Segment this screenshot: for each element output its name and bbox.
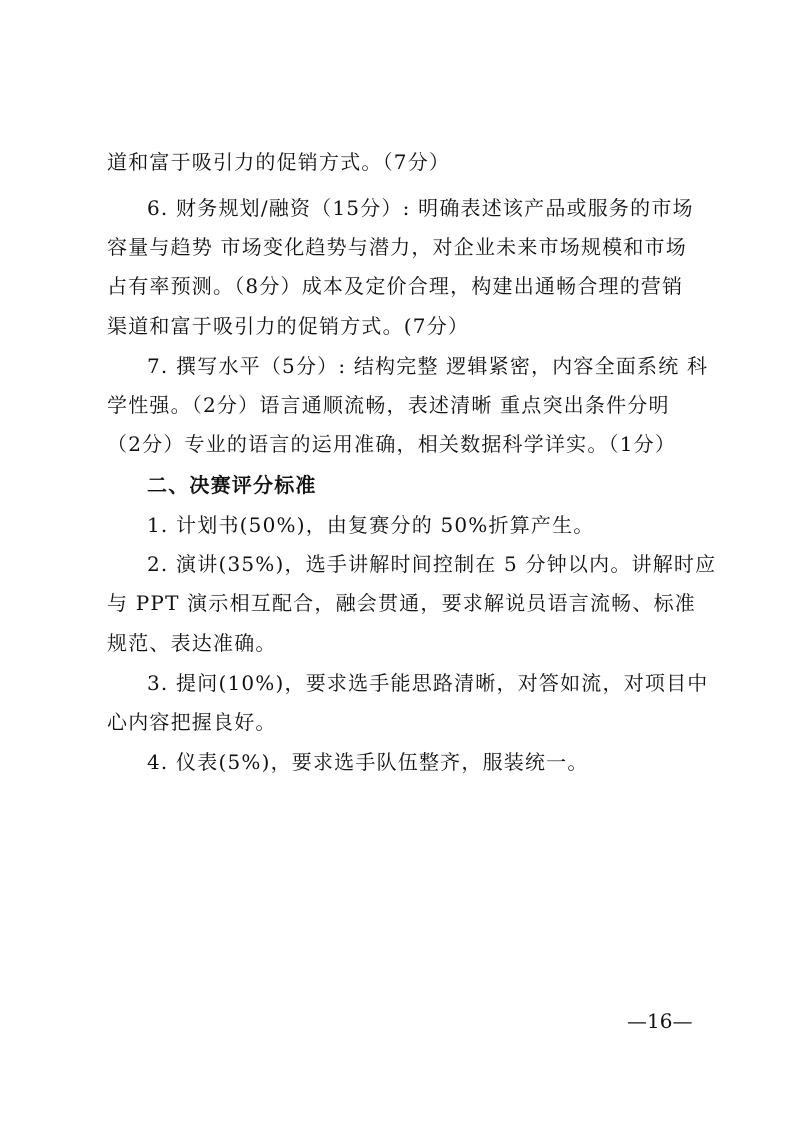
text-line: （2分）专业的语言的运用准确，相关数据科学详实。（1分） — [107, 432, 677, 456]
text-line: 4. 仪表(5%)，要求选手队伍整齐，服装统一。 — [147, 750, 589, 774]
text-line: 3. 提问(10%)，要求选手能思路清晰，对答如流，对项目中 — [147, 671, 709, 695]
text-line: 7. 撰写水平（5分）: 结构完整 逻辑紧密，内容全面系统 科 — [147, 354, 709, 378]
text-line: 渠道和富于吸引力的促销方式。(7分） — [107, 314, 470, 338]
section-heading: 二、决赛评分标准 — [147, 473, 317, 497]
text-line: 1. 计划书(50%)，由复赛分的 50%折算产生。 — [147, 513, 595, 537]
text-line: 道和富于吸引力的促销方式。（7分） — [107, 150, 451, 174]
text-line: 6. 财务规划/融资（15分）: 明确表述该产品或服务的市场 — [147, 196, 694, 220]
text-line: 规范、表达准确。 — [107, 631, 277, 655]
text-line: 学性强。（2分）语言通顺流畅，表述清晰 重点突出条件分明 — [107, 393, 670, 417]
page-number: —16— — [627, 1009, 693, 1033]
text-line: 容量与趋势 市场变化趋势与潜力，对企业未来市场规模和市场 — [107, 235, 687, 259]
text-line: 与 PPT 演示相互配合，融会贯通，要求解说员语言流畅、标准 — [107, 591, 696, 615]
text-line: 占有率预测。（8分）成本及定价合理，构建出通畅合理的营销 — [107, 274, 684, 298]
text-line: 2. 演讲(35%)，选手讲解时间控制在 5 分钟以内。讲解时应 — [147, 552, 717, 576]
text-line: 心内容把握良好。 — [107, 710, 277, 734]
